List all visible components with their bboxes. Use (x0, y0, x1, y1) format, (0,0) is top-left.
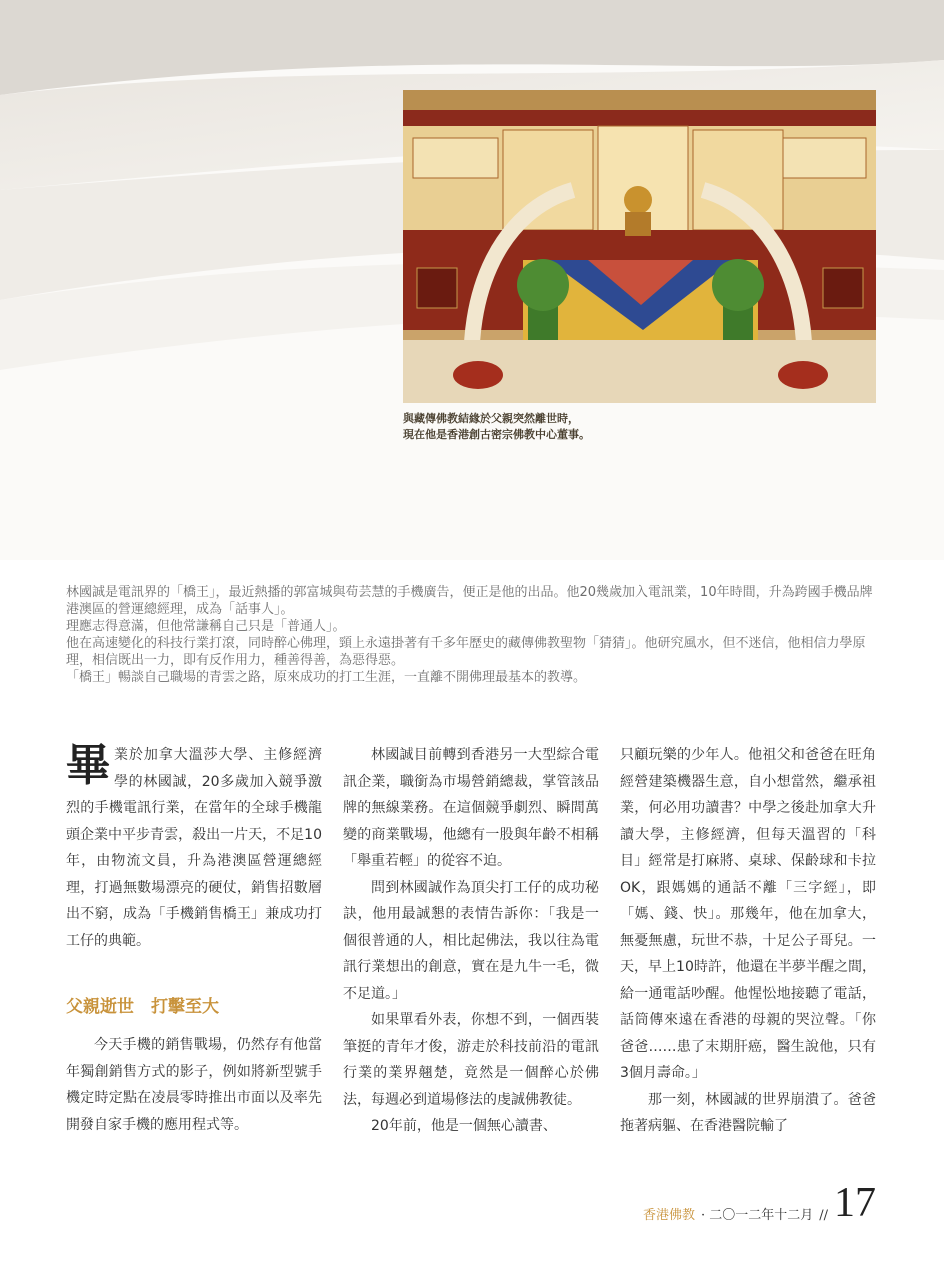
altar-photo (403, 90, 876, 403)
article-column-1 (66, 742, 322, 1138)
paragraph: 那一刻，林國誠的世界崩潰了。爸爸拖著病軀、在香港醫院輸了 (620, 1091, 876, 1134)
article-column-2 (343, 742, 599, 1140)
paragraph: 20年前，他是一個無心讀書、 (371, 1118, 557, 1134)
drop-cap: 畢 (66, 740, 110, 791)
opening-paragraph (66, 742, 322, 954)
buddhist-altar-illustration (403, 90, 876, 403)
intro-paragraph: 林國誠是電訊界的「橋王」，最近熱播的郭富城與苟芸慧的手機廣告，便正是他的出品。他20幾歲加入電訊業，10年時間，升為跨國手機品牌港澳區的營運總經理，成為「話事人」。 (66, 585, 873, 617)
paragraph: 問到林國誠作為頂尖打工仔的成功秘訣，他用最誠懇的表情告訴你：「我是一個很普通的人，相比起佛法，我以往為電訊行業想出的創意，實在是九牛一毛，微不足道。」 (343, 879, 599, 1002)
paragraph: 只顧玩樂的少年人。他祖父和爸爸在旺角經營建築機器生意，自小想當然，繼承祖業，何必用功讀書？中學之後赴加拿大升讀大學，主修經濟，但每天溫習的「科目」經常是打麻將、桌球、保齡球和卡拉OK，跟媽媽的通話不離「三字經」，即「媽、錢、快」。那幾年，他在加拿大，無憂無慮，玩世不恭，十足公子哥兒。一天，早上10時許，他還在半夢半醒之間，給一通電話吵醒。他惺忪地接聽了電話，話筒傳來遠在香港的母親的哭泣聲。「你爸爸……患了末期肝癌，醫生說他，只有3個月壽命。」 (620, 747, 876, 1081)
paragraph: 林國誠目前轉到香港另一大型綜合電訊企業，職銜為市場營銷總裁，掌管該品牌的無線業務。在這個競爭劇烈、瞬間萬變的商業戰場，他總有一股與年齡不相稱「舉重若輕」的從容不迫。 (343, 747, 599, 869)
intro-paragraph: 理應志得意滿，但他常謙稱自己只是「普通人」。 (66, 619, 346, 634)
paragraph: 今天手機的銷售戰場，仍然存有他當年獨創銷售方式的影子，例如將新型號手機定時定點在凌晨零時推出市面以及率先開發自家手機的應用程式等。 (66, 1037, 322, 1133)
footer-separator: // (819, 1208, 828, 1223)
intro-paragraph: 他在高速變化的科技行業打滾，同時醉心佛理，頸上永遠掛著有千多年歷史的藏傳佛教聖物「猜猜」。他研究風水，但不迷信，他相信力學原理，相信既出一力，即有反作用力，種善得善，為惡得惡。 (66, 636, 866, 668)
caption-line: 與藏傳佛教結緣於父親突然離世時， (403, 412, 579, 425)
intro-paragraph: 「橋王」暢談自己職場的青雲之路，原來成功的打工生涯，一直離不開佛理最基本的教導。 (66, 670, 587, 685)
page-number: 17 (834, 1180, 876, 1226)
article-column-3 (620, 742, 876, 1140)
page-footer (642, 1180, 876, 1226)
photo-caption (403, 411, 873, 443)
paragraph: 如果單看外表，你想不到，一個西裝筆挺的青年才俊，游走於科技前沿的電訊行業的業界翹楚，竟然是一個醉心於佛法，每週必到道場修法的虔誠佛教徒。 (343, 1012, 599, 1108)
caption-line: 現在他是香港創古密宗佛教中心董事。 (403, 428, 590, 441)
paragraph-text: 業於加拿大溫莎大學、主修經濟學的林國誠，20多歲加入競爭激烈的手機電訊行業，在當年的全球手機龍頭企業中平步青雲，殺出一片天，不足10年，由物流文員，升為港澳區營運總經理，打過無數場漂亮的硬仗，銷售招數層出不窮，成為「手機銷售橋王」兼成功打工仔的典範。 (66, 747, 322, 949)
magazine-name: 香港佛教 (642, 1208, 695, 1223)
issue-date: · 二〇一二年十二月 (700, 1208, 814, 1223)
section-heading: 父親逝世 打擊至大 (66, 997, 219, 1017)
intro-summary (66, 584, 878, 686)
